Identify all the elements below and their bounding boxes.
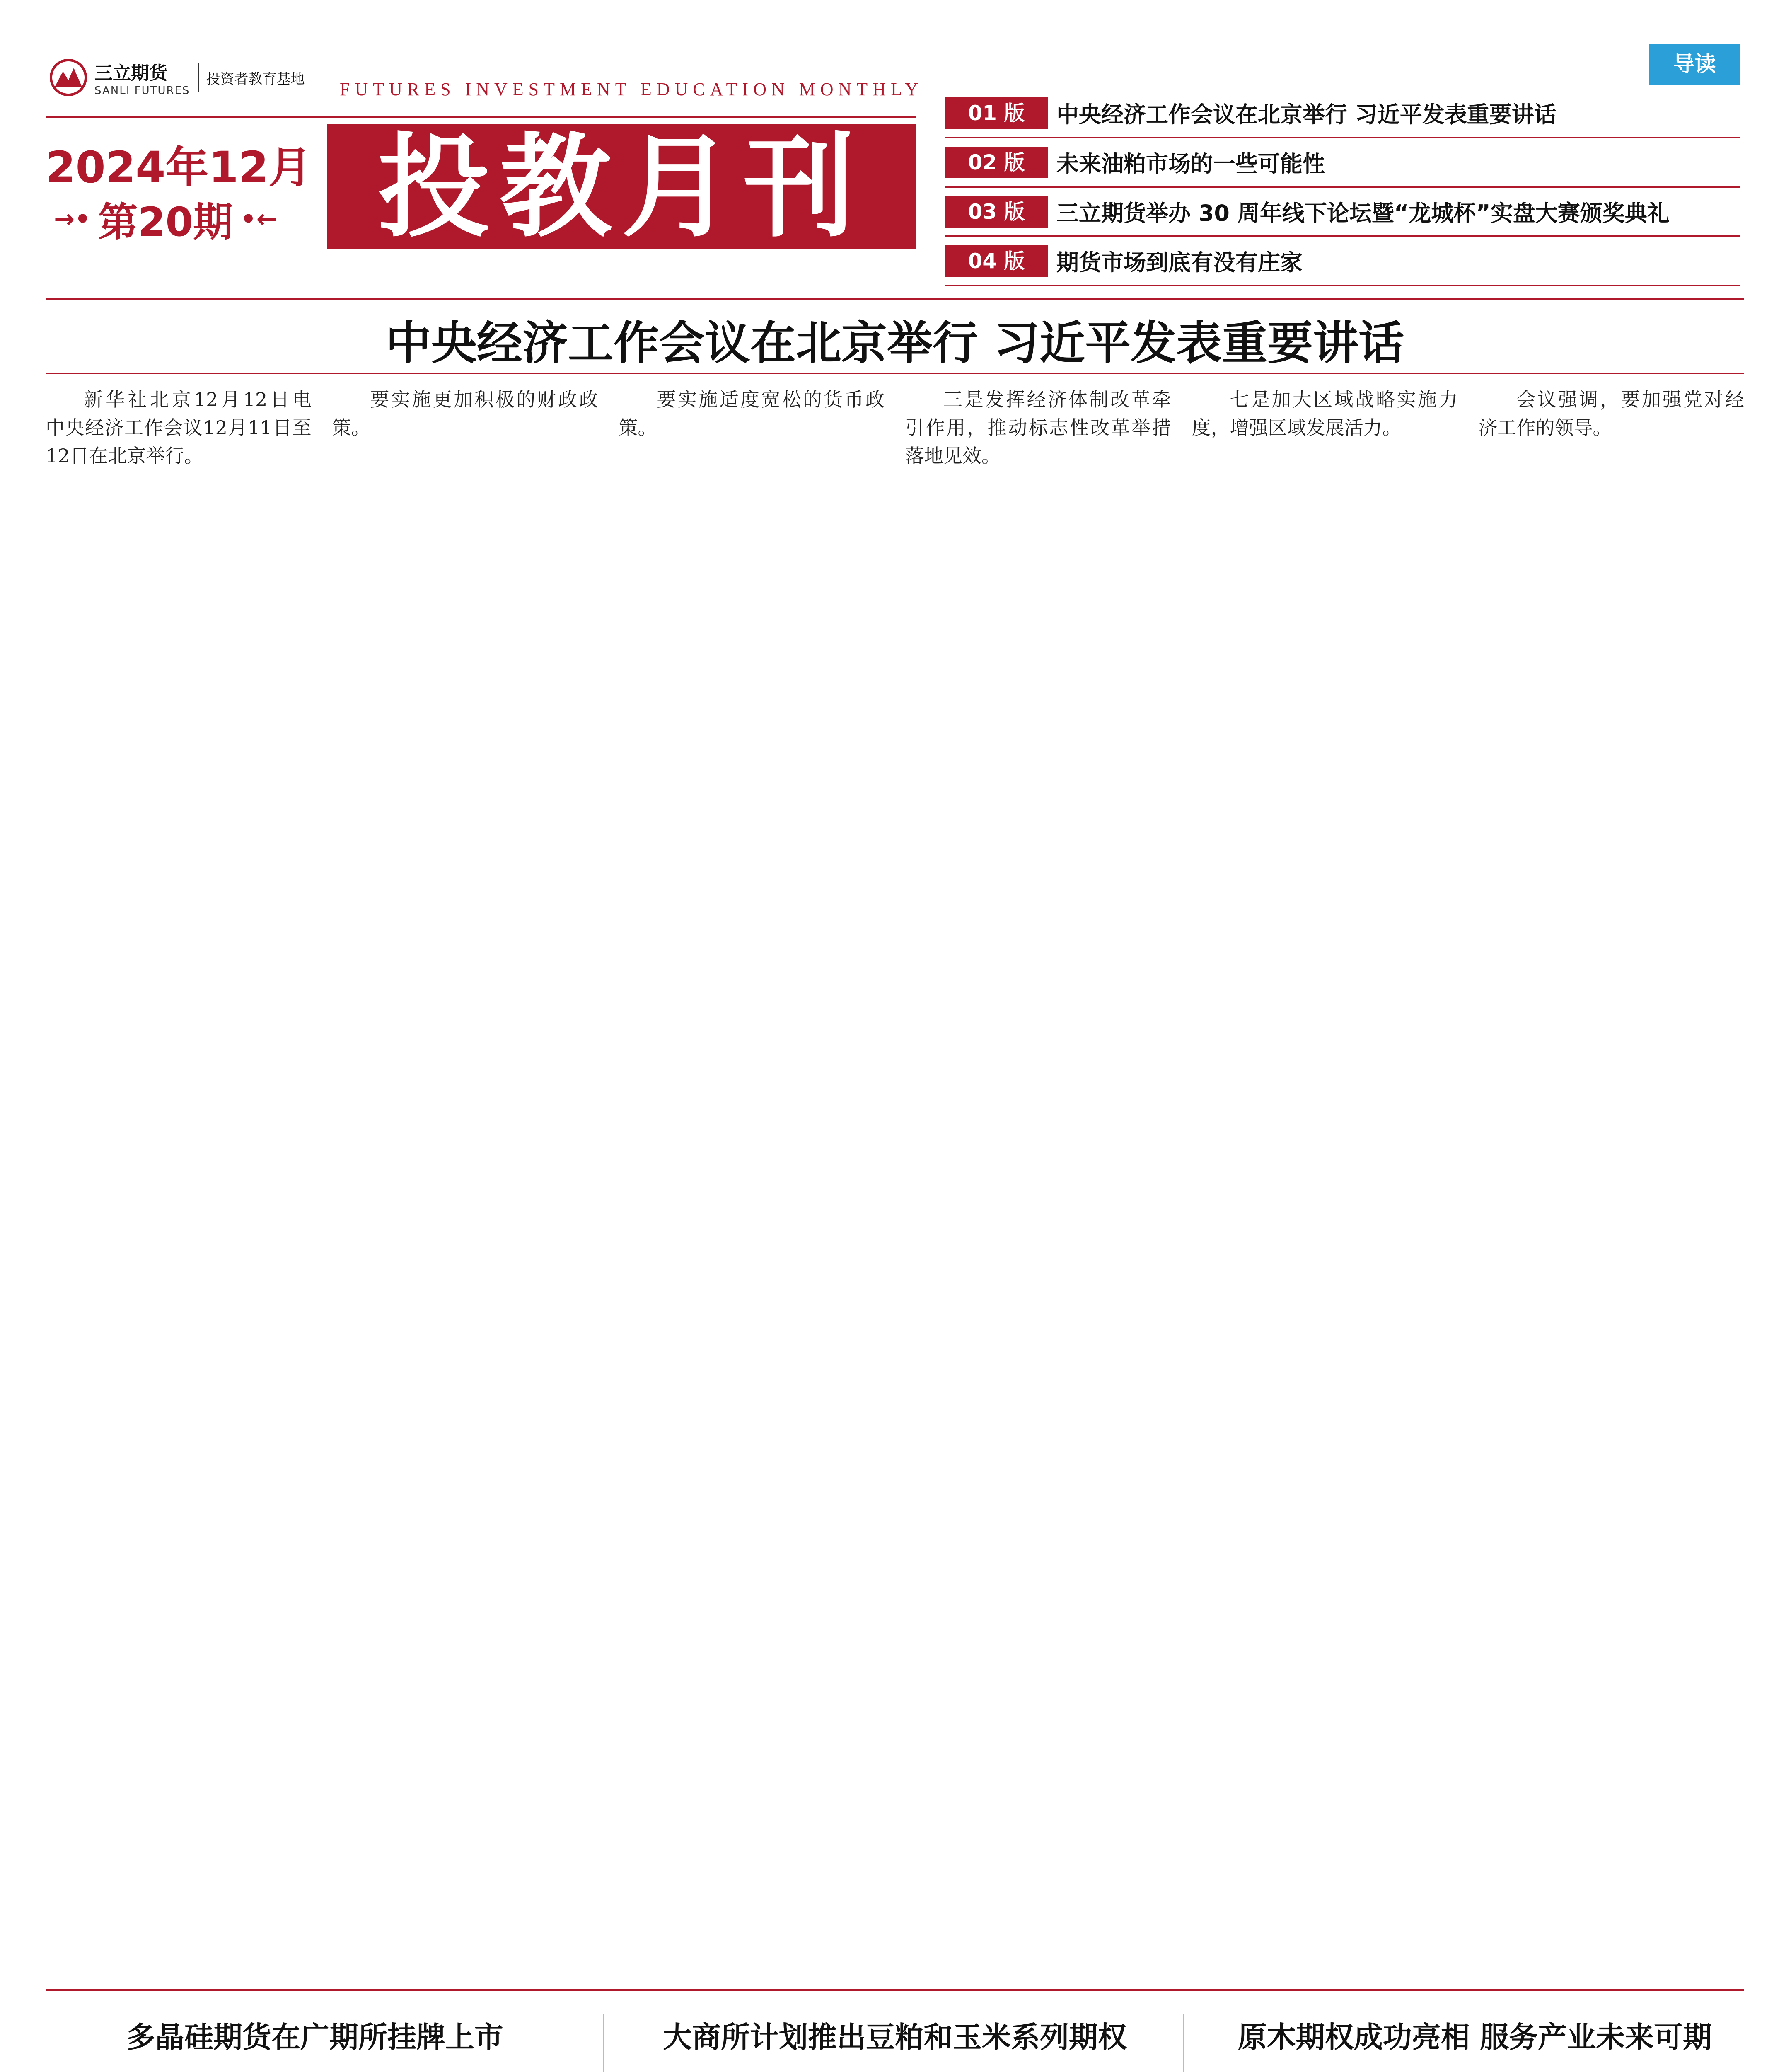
article-column <box>46 385 331 1981</box>
section-divider <box>46 1989 1744 1991</box>
toc-title: 未来油粕市场的一些可能性 <box>1056 151 1325 177</box>
headline-rule-top <box>46 298 1744 300</box>
article-column <box>905 385 1171 1981</box>
article-headline: 多晶硅期货在广期所挂牌上市 <box>126 2020 503 2054</box>
logo-divider <box>198 63 199 92</box>
right-ornament-icon: •← <box>240 204 277 234</box>
left-ornament-icon: →• <box>54 204 91 234</box>
article-column <box>619 385 885 1981</box>
headline-rule-bottom <box>46 373 1744 374</box>
article-column <box>1192 385 1458 1981</box>
toc-item[interactable] <box>945 237 1740 286</box>
column-lead: 三是发挥经济体制改革牵引作用，推动标志性改革举措落地见效。 <box>905 388 1171 467</box>
issue-date: 2024年12月 <box>46 142 312 193</box>
toc-title: 期货市场到底有没有庄家 <box>1056 249 1303 276</box>
main-article-columns <box>46 385 1744 1981</box>
column-lead: 要实施适度宽松的货币政策。 <box>619 388 885 439</box>
toc-page: 01 版 <box>945 97 1048 129</box>
column-divider <box>1183 2014 1184 2072</box>
column-lead: 会议强调，要加强党对经济工作的领导。 <box>1478 388 1744 439</box>
base-label: 投资者教育基地 <box>206 70 305 87</box>
toc-title: 三立期货举办 30 周年线下论坛暨“龙城杯”实盘大赛颁奖典礼 <box>1056 200 1670 226</box>
article-column <box>332 385 598 1981</box>
main-headline: 中央经济工作会议在北京举行 习近平发表重要讲话 <box>385 317 1404 370</box>
toc-item[interactable] <box>945 89 1740 138</box>
toc-item[interactable] <box>945 188 1740 237</box>
article-column <box>1478 385 1744 1981</box>
toc-title: 中央经济工作会议在北京举行 习近平发表重要讲话 <box>1056 102 1557 128</box>
toc-item[interactable] <box>945 138 1740 188</box>
column-lead: 新华社北京12月12日电 中央经济工作会议12月11日至12日在北京举行。 <box>46 388 331 467</box>
company-logo <box>50 58 305 97</box>
mountain-logo-icon <box>50 59 87 96</box>
english-title: FUTURES INVESTMENT EDUCATION MONTHLY <box>340 79 923 99</box>
issue-number <box>54 191 277 247</box>
issue-label: 第20期 <box>98 199 233 245</box>
article-headline: 原木期权成功亮相 服务产业未来可期 <box>1238 2020 1712 2054</box>
guide-badge: 导读 <box>1649 44 1740 85</box>
company-name-cn: 三立期货 <box>94 63 167 84</box>
column-lead: 要实施更加积极的财政政策。 <box>332 388 598 439</box>
table-of-contents <box>945 89 1740 286</box>
toc-page: 04 版 <box>945 245 1048 277</box>
column-divider <box>603 2014 604 2072</box>
toc-page: 03 版 <box>945 196 1048 228</box>
company-name-en: SANLI FUTURES <box>94 85 190 97</box>
masthead-rule <box>46 116 916 118</box>
column-lead: 七是加大区域战略实施力度，增强区域发展活力。 <box>1192 388 1458 439</box>
toc-page: 02 版 <box>945 147 1048 178</box>
publication-title: 投教月刊 <box>327 124 916 249</box>
article-headline: 大商所计划推出豆粕和玉米系列期权 <box>663 2020 1127 2054</box>
